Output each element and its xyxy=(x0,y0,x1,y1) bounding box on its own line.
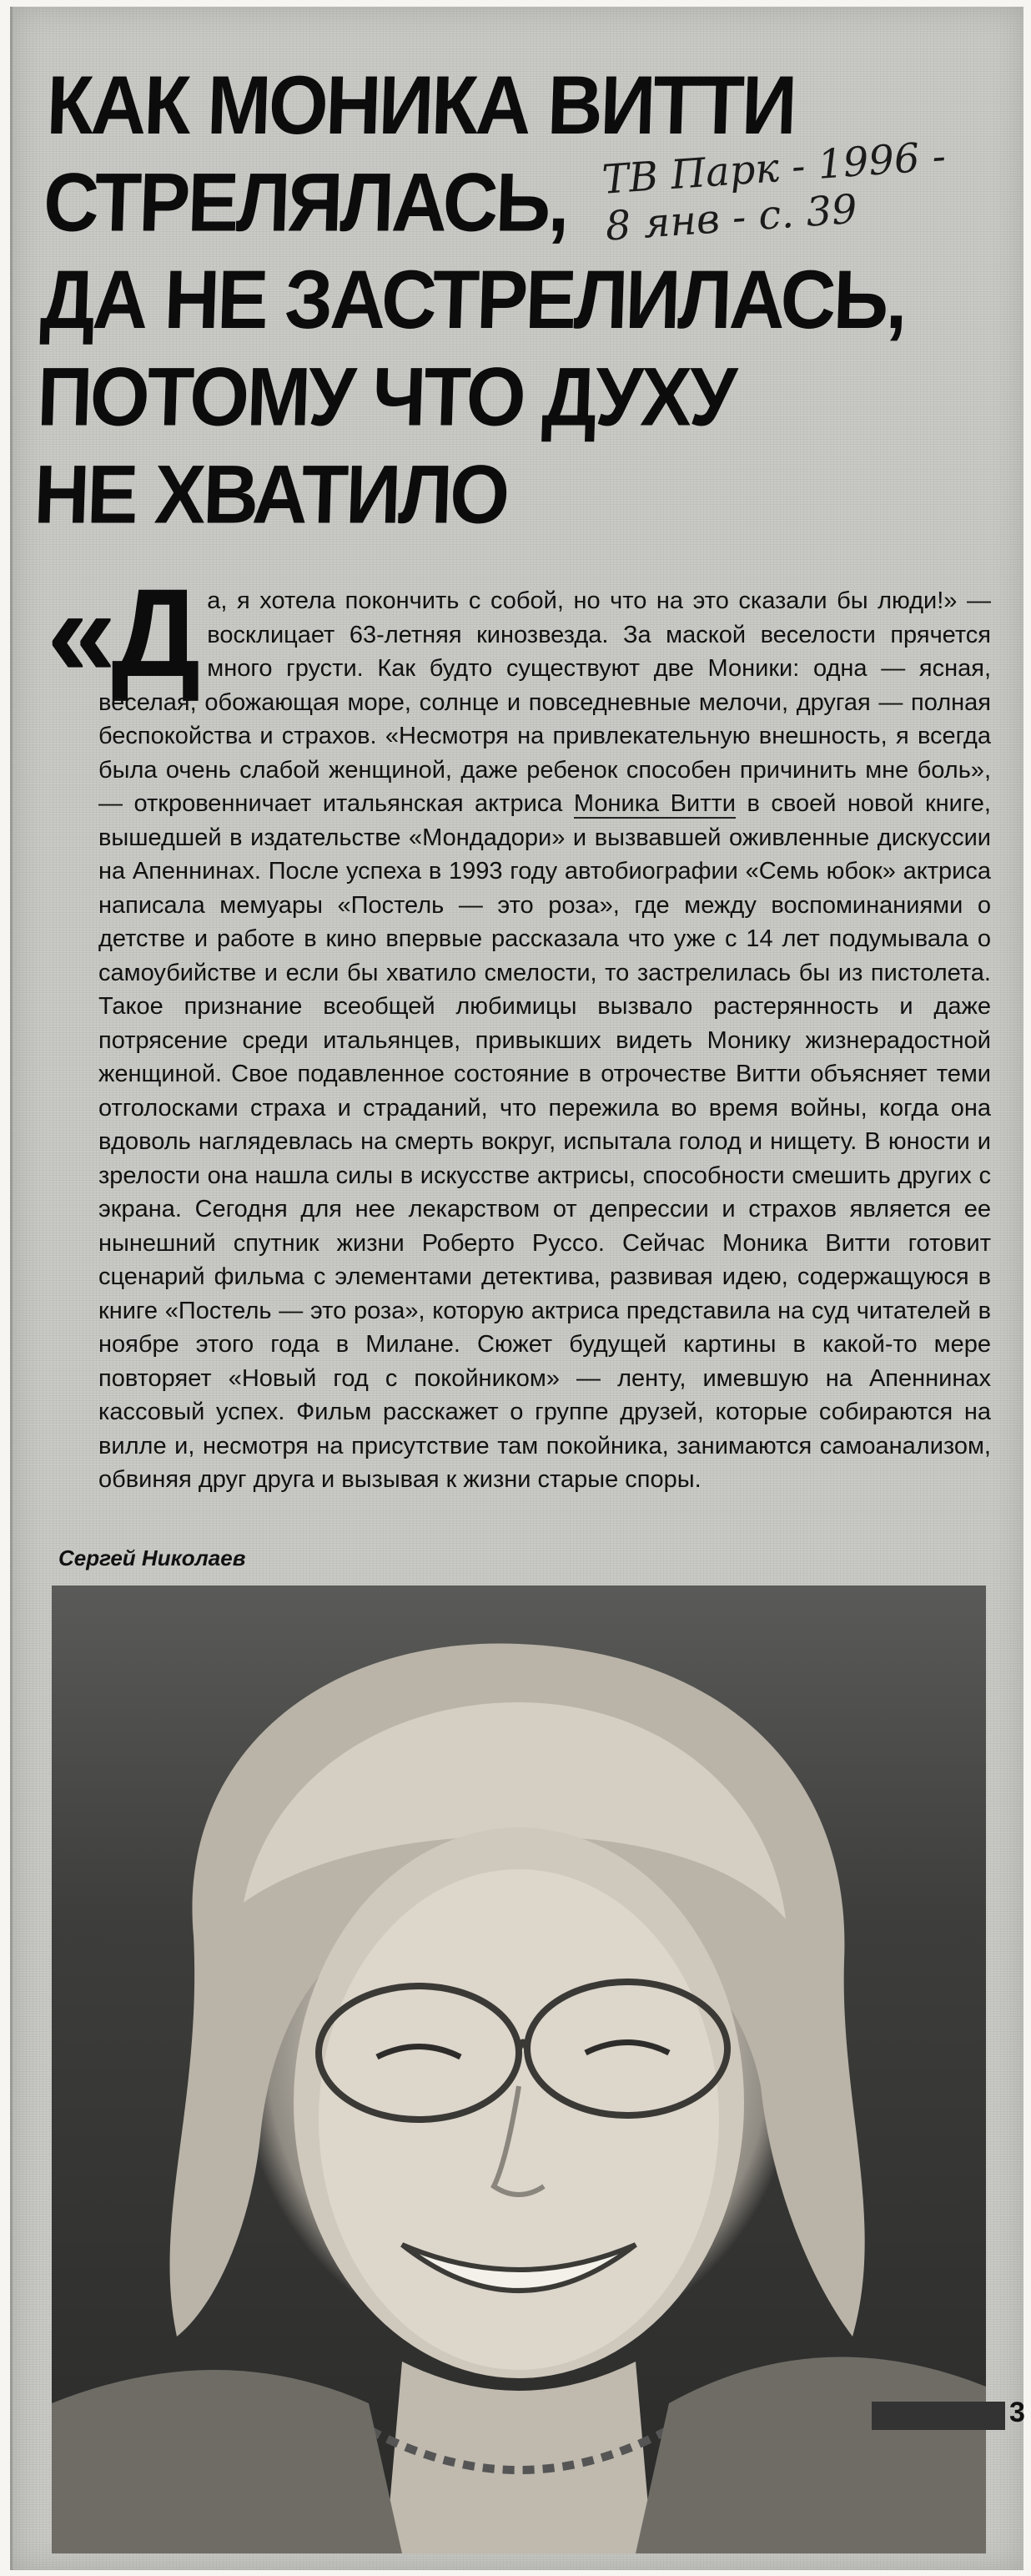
handwritten-note-line-2: 8 янв - с. 39 xyxy=(603,185,859,250)
page-number: 3 xyxy=(1009,2397,1025,2428)
headline xyxy=(33,57,983,543)
underlined-name: Моника Витти xyxy=(573,790,736,817)
headline-line-5: НЕ ХВАТИЛО xyxy=(33,448,509,541)
headline-line-1: КАК МОНИКА ВИТТИ xyxy=(45,59,797,152)
page-corner-bar xyxy=(872,2402,1005,2430)
headline-line-2: СТРЕЛЯЛАСЬ, xyxy=(42,156,569,250)
article-text-part-1: а, я хотела покончить с собой, но что на это сказали бы люди!» — восклицает 63-летняя кинозвезда. За маской веселости прячется много грусти. Как будто существуют две Моники: одна — ясная, веселая, обожающая море, солнце и повседневные мелочи, другая — полная беспокойства и страхов. «Несмотря на привлекательную внешность, я всегда была очень слабой женщиной, даже ребенок способен причинить мне боль», — откровенничает итальянская актриса xyxy=(98,587,991,817)
article-text-part-2: в своей новой книге, вышедшей в издательстве «Мондадори» и вызвавшей оживленные дискуссии на Апеннинах. После успеха в 1993 году автобиографии «Семь юбок» актриса написала мемуары «Постель — это роза», где между воспоминаниями о детстве и работе в кино впервые рассказала что уже с 14 лет подумывала о самоубийстве и если бы хватило смелости, то застрелилась бы из пистолета. Такое признание всеобщей любимицы вызвало растерянность и даже потрясение среди итальянцев, привыкших видеть Монику жизнерадостной женщиной. Свое подавленное состояние в отрочестве Витти объясняет теми отголосками страха и страданий, что пережила во время войны, когда она вдоволь наглядевлась на смерть вокруг, испытала голод и нищету. В юности и зрелости она нашла силы в искусстве актрисы, способности смешить других с экрана. Сегодня для нее лекарством от депрессии и страхов является ее нынешний спутник жизни Роберто Руссо. Сейчас Моника Витти готовит сценарий фильма с элементами детектива, развивая идею, содержащуюся в книге «Постель — это роза», которую актриса представила на суд читателей в ноябре этого года в Милане. Сюжет будущей картины в какой-то мере повторяет «Новый год с покойником» — ленту, имевшую на Апеннинах кассовый успех. Фильм расскажет о группе друзей, которые собираются на вилле и, несмотря на присутствие там покойника, занимаются самоанализом, обвиняя друг друга и вызывая к жизни старые споры. xyxy=(98,790,991,1493)
author-byline: Сергей Николаев xyxy=(58,1545,246,1570)
headline-line-3: ДА НЕ ЗАСТРЕЛИЛАСЬ, xyxy=(38,254,907,346)
headline-line-4: ПОТОМУ ЧТО ДУХУ xyxy=(36,351,737,444)
article-body xyxy=(47,562,991,1497)
handwritten-note-line-1: ТВ Парк - 1996 - xyxy=(601,133,948,204)
portrait-photo xyxy=(52,1585,986,2553)
portrait-illustration xyxy=(52,1585,986,2553)
dropcap: «Д xyxy=(47,562,196,703)
